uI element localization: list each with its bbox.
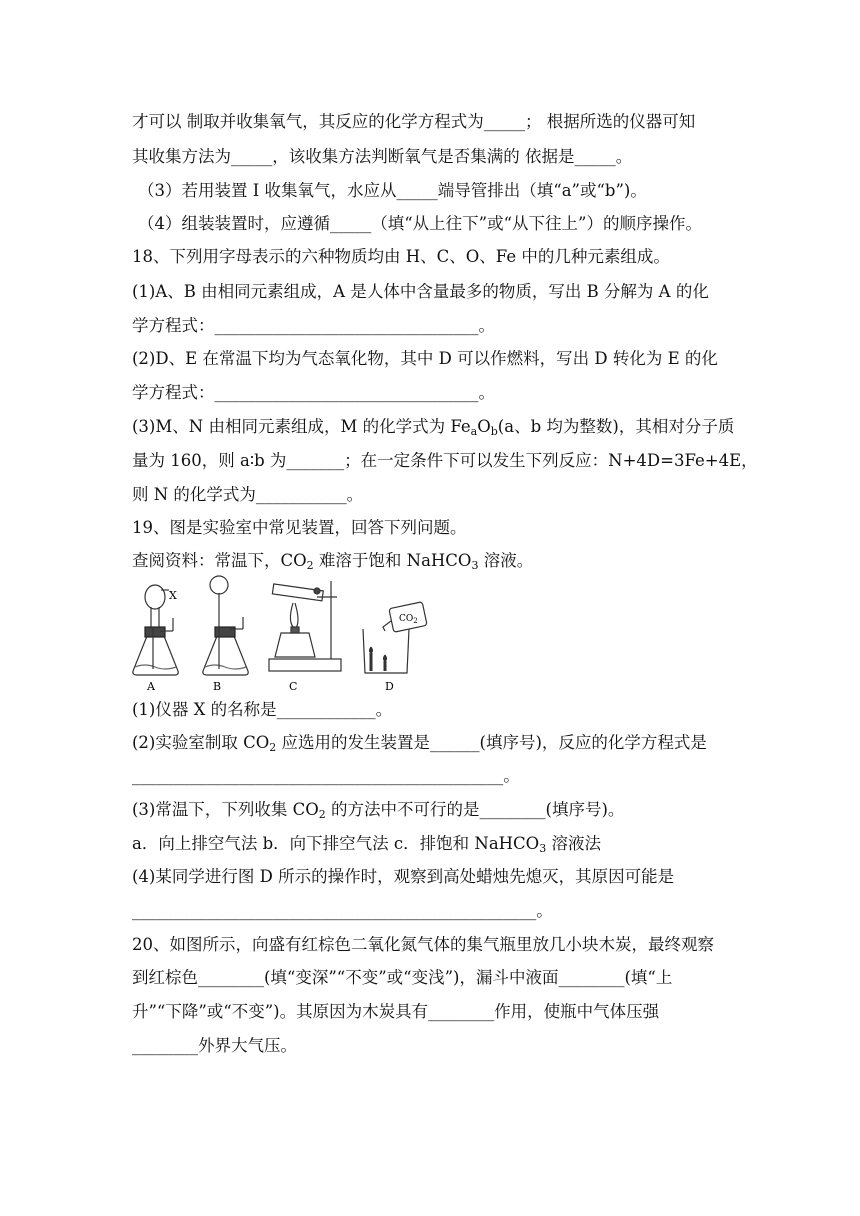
text-segment: (2)实验室制取 CO: [132, 733, 270, 752]
text-segment: 溶液。: [478, 551, 534, 570]
text-segment: 查阅资料：常温下，CO: [132, 551, 307, 570]
text-line-7: 学方程式：________________________________。: [132, 316, 495, 335]
text-segment: O: [477, 417, 491, 436]
question-19-stem: 19、图是实验室中常见装置，回答下列问题。: [132, 518, 467, 537]
text-line-18: [132, 799, 624, 821]
text-line-24: 升”“下降”或“不变”)。其原因为木炭具有________作用，使瓶中气体压强: [132, 1002, 660, 1021]
text-segment: (3)M、N 由相同元素组成，M 的化学式为 Fe: [132, 417, 471, 436]
subscript: b: [490, 425, 498, 438]
subscript: 3: [471, 559, 479, 572]
text-line-4: （4）组装装置时，应遵循_____（填“从上往下”或“从下往上”）的顺序操作。: [138, 214, 702, 233]
text-line-12: 则 N 的化学式为___________。: [132, 485, 364, 504]
text-segment: (a、b 均为整数)，其相对分子质: [497, 417, 735, 436]
text-line-17: _____________________________________________。: [132, 766, 520, 785]
figure-label-a: A: [147, 680, 155, 693]
question-18-stem: 18、下列用字母表示的六种物质均由 H、C、O、Fe 中的几种元素组成。: [132, 247, 670, 266]
co2-bottle-label: $CO_2$: [399, 614, 418, 625]
apparatus-figure: [125, 573, 445, 695]
text-line-9: 学方程式：________________________________。: [132, 383, 495, 402]
subscript: 3: [539, 842, 547, 855]
text-line-11: 量为 160，则 a∶b 为_______；在一定条件下可以发生下列反应：N+4D=3Fe+4E，: [132, 451, 758, 470]
apparatus-d: [363, 602, 427, 673]
text-line-23: 到红棕色________(填“变深”“不变”或“变浅”)，漏斗中液面________(填“上: [132, 968, 673, 987]
text-line-14: [132, 550, 533, 572]
subscript: a: [470, 425, 478, 438]
text-segment: 的方法中不可行的是________(填序号)。: [325, 800, 625, 819]
text-segment: 难溶于饱和 NaHCO: [313, 551, 472, 570]
apparatus-b: [203, 576, 248, 675]
label-x: X: [169, 589, 177, 602]
figure-label-b: B: [213, 680, 222, 693]
subscript: 2: [318, 808, 326, 821]
text-segment: a．向上排空气法 b．向下排空气法 c．排饱和 NaHCO: [132, 834, 540, 853]
text-line-10: [132, 416, 734, 438]
text-line-1: 才可以 制取并收集氧气，其反应的化学方程式为_____； 根据所选的仪器可知: [132, 112, 696, 131]
text-line-21: _________________________________________________。: [132, 901, 553, 920]
text-line-25: ________外界大气压。: [132, 1036, 297, 1055]
text-line-8: (2)D、E 在常温下均为气态氧化物，其中 D 可以作燃料，写出 D 转化为 E 的化: [132, 349, 718, 368]
text-line-19: [132, 833, 601, 855]
figure-label-d: D: [385, 680, 394, 693]
text-line-6: (1)A、B 由相同元素组成，A 是人体中含量最多的物质，写出 B 分解为 A 的化: [132, 282, 709, 301]
text-segment: 应选用的发生装置是______(填序号)，反应的化学方程式是: [276, 733, 707, 752]
text-segment: (3)常温下，下列收集 CO: [132, 800, 319, 819]
question-20-stem: 20、如图所示，向盛有红棕色二氧化氮气体的集气瓶里放几小块木炭，最终观察: [132, 935, 714, 954]
text-line-3: （3）若用装置 I 收集氧气，水应从_____端导管排出（填“a”或“b”)。: [138, 181, 647, 200]
apparatus-c: [269, 581, 341, 671]
subscript: 2: [306, 559, 314, 572]
subscript: 2: [269, 741, 277, 754]
text-segment: 溶液法: [546, 834, 601, 853]
text-line-16: [132, 732, 707, 754]
text-line-2: 其收集方法为_____，该收集方法判断氧气是否集满的 依据是_____。: [132, 147, 633, 166]
text-line-15: (1)仪器 X 的名称是____________。: [132, 700, 393, 719]
figure-label-c: C: [289, 680, 298, 693]
text-line-20: (4)某同学进行图 D 所示的操作时，观察到高处蜡烛先熄灭，其原因可能是: [132, 867, 675, 886]
